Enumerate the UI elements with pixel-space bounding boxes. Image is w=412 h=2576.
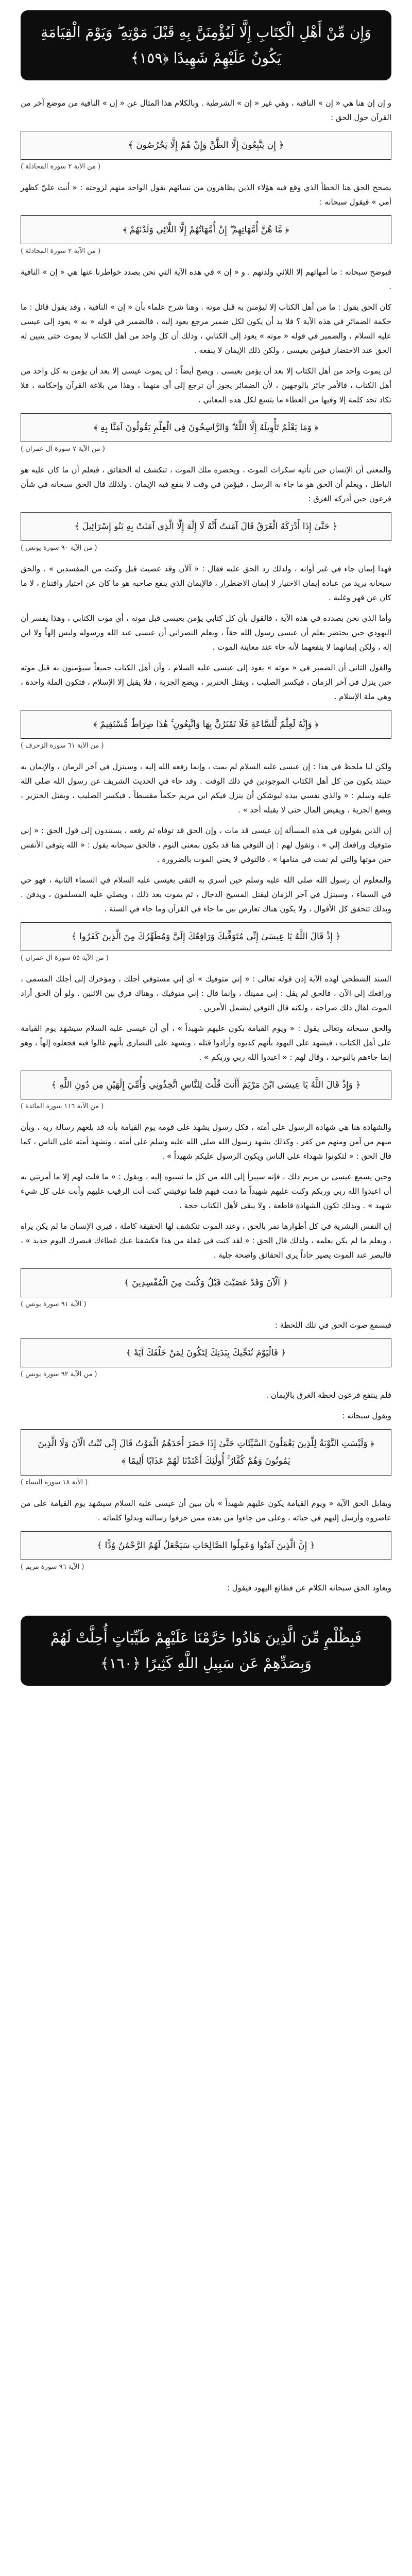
paragraph: كان الحق يقول : ما من أهل الكتاب إلا ليؤمنن به قبل موته . وهنا شرح علماء بأن « إن » النافية ، وقد يقول قائل : ما حكمة الضمائر في هذه الآية ؟ فلا بد أن يكون لكل ضمير مرجع يعود إليه ، فالضمير في قوله « به » يعود إلى عيسى عليه السلام ، والضمير في قوله « موته » يعود إلى الكتابي ، وذلك أن كل واحد من أهل الكتاب لا يموت حتى يتبين له الحق عند الاحتضار فيؤمن بعيسى ، ولكن ذلك الإيمان لا ينفعه .: [21, 302, 391, 355]
footer-verse-banner: فَبِظُلْمٍ مِّنَ الَّذِينَ هَادُوا حَرَّمْنَا عَلَيْهِمْ طَيِّبَاتٍ أُحِلَّتْ لَهُمْ وَبِصَدِّهِمْ عَن سَبِيلِ اللَّهِ كَثِيرًا ﴿١٦٠﴾: [21, 1616, 391, 1686]
verse-reference: ( من الآية ٢ سورة المجادلة ): [21, 163, 101, 171]
paragraph: والمعنى أن الإنسان حين تأتيه سكرات الموت ، ويحضره ملك الموت ، تنكشف له الحقائق ، فيعلم أن ما كان عليه هو الباطل ، ويعلم أن الحق هو ما جاء به الرسل ، فيؤمن في وقت لا ينفع فيه الإيمان . ولذلك قال الحق سبحانه في شأن فرعون حين أدركه الغرق :: [21, 465, 391, 503]
quran-verse-box: ﴿ وَإِنَّهُ لَعِلْمٌ لِّلسَّاعَةِ فَلَا تَمْتَرُنَّ بِهَا وَاتَّبِعُونِ ۚ هَٰذَا صِرَاطٌ مُّسْتَقِيمٌ ﴾: [21, 710, 391, 739]
paragraph: فهذا إيمان جاء في غير أوانه ، ولذلك رد الحق عليه فقال : « آلآن وقد عصيت قبل وكنت من المفسدين » . والحق سبحانه يريد من عباده إيمان الاختيار لا إيمان الاضطرار ، فالإيمان الذي ينفع صاحبه هو ما كان عن اختيار واقتناع ، لا ما كان عن قهر وغلبة .: [21, 564, 391, 602]
quran-verse-box: ﴿ مَّا هُنَّ أُمَّهَاتِهِمْ ۖ إِنْ أُمَّهَاتُهُمْ إِلَّا اللَّائِي وَلَدْنَهُمْ ﴾: [21, 215, 391, 244]
quran-verse-box: ﴿ وَمَا يَعْلَمُ تَأْوِيلَهُ إِلَّا اللَّهُ ۗ وَالرَّاسِخُونَ فِي الْعِلْمِ يَقُولُونَ آمَنَّا بِهِ ﴾: [21, 413, 391, 442]
quran-verse-box: ﴿ آلْآنَ وَقَدْ عَصَيْتَ قَبْلُ وَكُنتَ مِنَ الْمُفْسِدِينَ ﴾: [21, 1268, 391, 1297]
quran-verse-box: ﴿ وَإِذْ قَالَ اللَّهُ يَا عِيسَى ابْنَ مَرْيَمَ أَأَنتَ قُلْتَ لِلنَّاسِ اتَّخِذُونِي وَأُمِّيَ إِلَٰهَيْنِ مِن دُونِ اللَّهِ ﴾: [21, 1071, 391, 1099]
paragraph: فيسمع صوت الحق في تلك اللحظة :: [274, 1320, 391, 1330]
paragraph: والشهادة هنا هي شهادة الرسول على أمته ، فكل رسول يشهد على قومه يوم القيامة بأنه قد بلغهم رسالة ربه ، وبأن منهم من آمن ومنهم من كفر . وكذلك يشهد رسول الله صلى الله عليه وسلم على أمته ، وتشهد أمته على الناس ، كما قال الحق : « لتكونوا شهداء على الناس ويكون الرسول عليكم شهيداً » .: [21, 1123, 391, 1161]
verse-reference: ( الآية ٩١ سورة يونس ): [21, 1300, 87, 1308]
verse-reference: ( من الآية ٩٢ سورة يونس ): [21, 1370, 97, 1378]
quran-verse-box: ﴿ فَالْيَوْمَ نُنَجِّيكَ بِبَدَنِكَ لِتَكُونَ لِمَنْ خَلْفَكَ آيَةً ﴾: [21, 1338, 391, 1367]
quran-verse-box: ﴿ إِذْ قَالَ اللَّهُ يَا عِيسَىٰ إِنِّي مُتَوَفِّيكَ وَرَافِعُكَ إِلَيَّ وَمُطَهِّرُكَ مِنَ الَّذِينَ كَفَرُوا ﴾: [21, 922, 391, 951]
verse-reference: ( من الآية ٩٠ سورة يونس ): [21, 544, 97, 552]
paragraph: ويعاود الحق سبحانه الكلام عن فظائع اليهود فيقول :: [227, 1583, 391, 1592]
verse-reference: ( من الآية ١١٦ سورة المائدة ): [21, 1103, 104, 1110]
paragraph: ولكن لنا ملحظ في هذا : إن عيسى عليه السلام لم يمت ، وإنما رفعه الله إليه ، وسينزل في آخر الزمان ، والإيمان به حينئذ يكون من كل أهل الكتاب الموجودين في ذلك الوقت . وقد جاء في الحديث الشريف عن رسول الله صلى الله عليه وسلم : « والذي نفسي بيده ليوشكن أن ينزل فيكم ابن مريم حكماً مقسطاً ، فيكسر الصليب ، ويقتل الخنزير ، ويضع الجزية ، ويفيض المال حتى لا يقبله أحد » .: [21, 762, 391, 815]
paragraph: إن النفس البشرية في كل أطوارها تمر بالحق ، وعند الموت تنكشف لها الحقيقة كاملة ، فيرى الإنسان ما لم يكن يراه ، ويعلم ما لم يكن يعلمه ، ولذلك قال الحق : « لقد كنت في غفلة من هذا فكشفنا عنك غطاءك فبصرك اليوم حديد » ، فالبصر عند الموت يصير حاداً يرى الحقائق واضحة جلية .: [21, 1222, 391, 1260]
paragraph: والمعلوم أن رسول الله صلى الله عليه وسلم حين أسري به التقى بعيسى عليه السلام في السماء الثانية ، فهو حي في السماء ، وسينزل في آخر الزمان ليقتل المسيح الدجال ، ثم يموت بعد ذلك ، ويصلي عليه المسلمون ، ويدفن . وبذلك تتحقق كل الأقوال ، ولا يكون هناك تعارض بين ما جاء في القرآن وما جاء في السنة .: [21, 875, 391, 913]
paragraph: إن الذين يقولون في هذه المسألة إن عيسى قد مات ، وإن الحق قد توفاه ثم رفعه ، يستندون إلى قول الحق : « إني متوفيك ورافعك إلي » ، ونقول لهم : إن التوفي هنا قد يكون بمعنى النوم ، فالحق سبحانه يقول : « الله يتوفى الأنفس حين موتها والتي لم تمت في منامها » ، فالتوفي لا يعني الموت بالضرورة .: [21, 826, 391, 864]
paragraph: ويقابل الحق الآية « ويوم القيامة يكون عليهم شهيداً » بأن يبين أن عيسى عليه السلام سيشهد يوم القيامة على من عاصروه وأرسل إليهم في حياته ، وعلى من جاءوا من بعده ممن حرفوا رسالته وبدلوا كلماته .: [21, 1499, 391, 1522]
paragraph: والقول الثاني أن الضمير في « موته » يعود إلى عيسى عليه السلام ، وأن أهل الكتاب جميعاً سيؤمنون به قبل موته حين ينزل في آخر الزمان ، فيكسر الصليب ، ويقتل الخنزير ، ويضع الجزية ، فلا يقبل إلا الإسلام ، فتكون الملة واحدة ، وهي ملة الإسلام .: [21, 663, 391, 701]
paragraph: يصحح الحق هنا الخطأ الذي وقع فيه هؤلاء الذين يظاهرون من نسائهم بقول الواحد منهم لزوجته : « أنت عليّ كظهر أمي » فيقول سبحانه :: [21, 183, 391, 207]
paragraph: وأما الذي نحن بصدده في هذه الآية ، فالقول بأن كل كتابي يؤمن بعيسى قبل موته ، أي موت الكتابي ، وهذا يفسر أن اليهودي حين يحتضر يعلم أن عيسى رسول الله حقاً ، ويعلم النصراني أن عيسى عبد الله ورسوله وليس إلهاً ولا ابن إله ، ولكن إيمانهما لا ينفعهما لأنه جاء عند معاينة الموت .: [21, 614, 391, 652]
paragraph: فيوضح سبحانه : ما أمهاتهم إلا اللائي ولدنهم . و « إن » في هذه الآية التي نحن بصدد خواطرنا عنها هي « إن » النافية .: [21, 267, 391, 291]
quran-verse-box: ﴿ إِن يَتَّبِعُونَ إِلَّا الظَّنَّ وَإِنْ هُمْ إِلَّا يَخْرُصُونَ ﴾: [21, 131, 391, 160]
paragraph: ويقول سبحانه :: [342, 1411, 391, 1420]
paragraph: فلم ينتفع فرعون لحظة الغرق بالإيمان .: [266, 1391, 391, 1400]
quran-verse-box: ﴿ وَلَيْسَتِ التَّوْبَةُ لِلَّذِينَ يَعْمَلُونَ السَّيِّئَاتِ حَتَّىٰ إِذَا حَضَرَ أَحَدَهُمُ الْمَوْتُ قَالَ إِنِّي تُبْتُ الْآنَ وَلَا الَّذِينَ يَمُوتُونَ وَهُمْ كُفَّارٌ ۚ أُولَٰئِكَ أَعْتَدْنَا لَهُمْ عَذَابًا أَلِيمًا ﴾: [21, 1429, 391, 1476]
verse-reference: ( الآية ١٨ سورة النساء ): [21, 1479, 88, 1486]
paragraph: لن يموت واحد من أهل الكتاب إلا بعد أن يؤمن بعيسى . ويصح أيضاً : لن يموت عيسى إلا بعد أن يؤمن به كل واحد من أهل الكتاب ، فالأمر جائز بالوجهين ، لأن الضمائر يجوز أن ترجع إلى أي منهما ، وهذا من بلاغة القرآن وإحكامه ، فلا تكاد تجد كلمة إلا وفيها من العطاء ما يتسع لكل هذه المعاني .: [21, 366, 391, 404]
header-verse-banner: وَإِن مِّنْ أَهْلِ الْكِتَابِ إِلَّا لَيُؤْمِنَنَّ بِهِ قَبْلَ مَوْتِهِ ۖ وَيَوْمَ الْقِيَامَةِ يَكُونُ عَلَيْهِمْ شَهِيدًا ﴿١٥٩﴾: [21, 10, 391, 80]
paragraph: و إن إن هنا هي « إن » النافية ، وهي غير « إن » الشرطية . وبالكلام هذا المثال عن « إن » النافية من موضع آخر من القرآن حول الحق :: [21, 98, 391, 122]
verse-reference: ( الآية ٩٦ سورة مريم ): [21, 1563, 84, 1571]
verse-reference: ( من الآية ٢ سورة المجادلة ): [21, 247, 101, 255]
paragraph: السند الشطحي لهذه الآية إذن قوله تعالى : « إني متوفيك » أي إني مستوفي أجلك ، ومؤخرك إلى أجلك المسمى ، ورافعك إلي الآن ، فالحق لم يقل : إني مميتك ، وإنما قال : إني متوفيك ، وهناك فرق بين الاثنين . ولو أن الحق أراد الموت لقال ذلك صراحة ، ولكنه قال التوفي ليشمل الأمرين .: [21, 974, 391, 1012]
paragraph: والحق سبحانه وتعالى يقول : « ويوم القيامة يكون عليهم شهيداً » ، أي أن عيسى عليه السلام سيشهد يوم القيامة على أهل الكتاب ، فيشهد على اليهود بأنهم كذبوه وأرادوا قتله ، ويشهد على النصارى بأنهم غالوا فيه فجعلوه إلهاً ، وهو إنما جاءهم بالتوحيد ، وقال لهم : « اعبدوا الله ربي وربكم » .: [21, 1024, 391, 1062]
verse-reference: ( من الآية ٧ سورة آل عمران ): [21, 445, 105, 453]
verse-reference: ( من الآية ٥٥ سورة آل عمران ): [21, 954, 109, 962]
article-body: [21, 96, 391, 1595]
paragraph: وحين يسمع عيسى بن مريم ذلك ، فإنه سيبرأ إلى الله من كل ما نسبوه إليه ، ويقول : « ما قلت لهم إلا ما أمرتني به أن اعبدوا الله ربي وربكم وكنت عليهم شهيداً ما دمت فيهم فلما توفيتني كنت أنت الرقيب عليهم وأنت على كل شيء شهيد » . وبذلك تكون الشهادة قاطعة ، ولا يبقى لأهل الكتاب حجة .: [21, 1172, 391, 1210]
verse-reference: ( من الآية ٦١ سورة الزخرف ): [21, 742, 104, 750]
quran-verse-box: ﴿ إِنَّ الَّذِينَ آمَنُوا وَعَمِلُوا الصَّالِحَاتِ سَيَجْعَلُ لَهُمُ الرَّحْمَٰنُ وُدًّا ﴾: [21, 1531, 391, 1560]
quran-verse-box: ﴿ حَتَّىٰ إِذَا أَدْرَكَهُ الْغَرَقُ قَالَ آمَنتُ أَنَّهُ لَا إِلَٰهَ إِلَّا الَّذِي آمَنَتْ بِهِ بَنُو إِسْرَائِيلَ ﴾: [21, 512, 391, 541]
